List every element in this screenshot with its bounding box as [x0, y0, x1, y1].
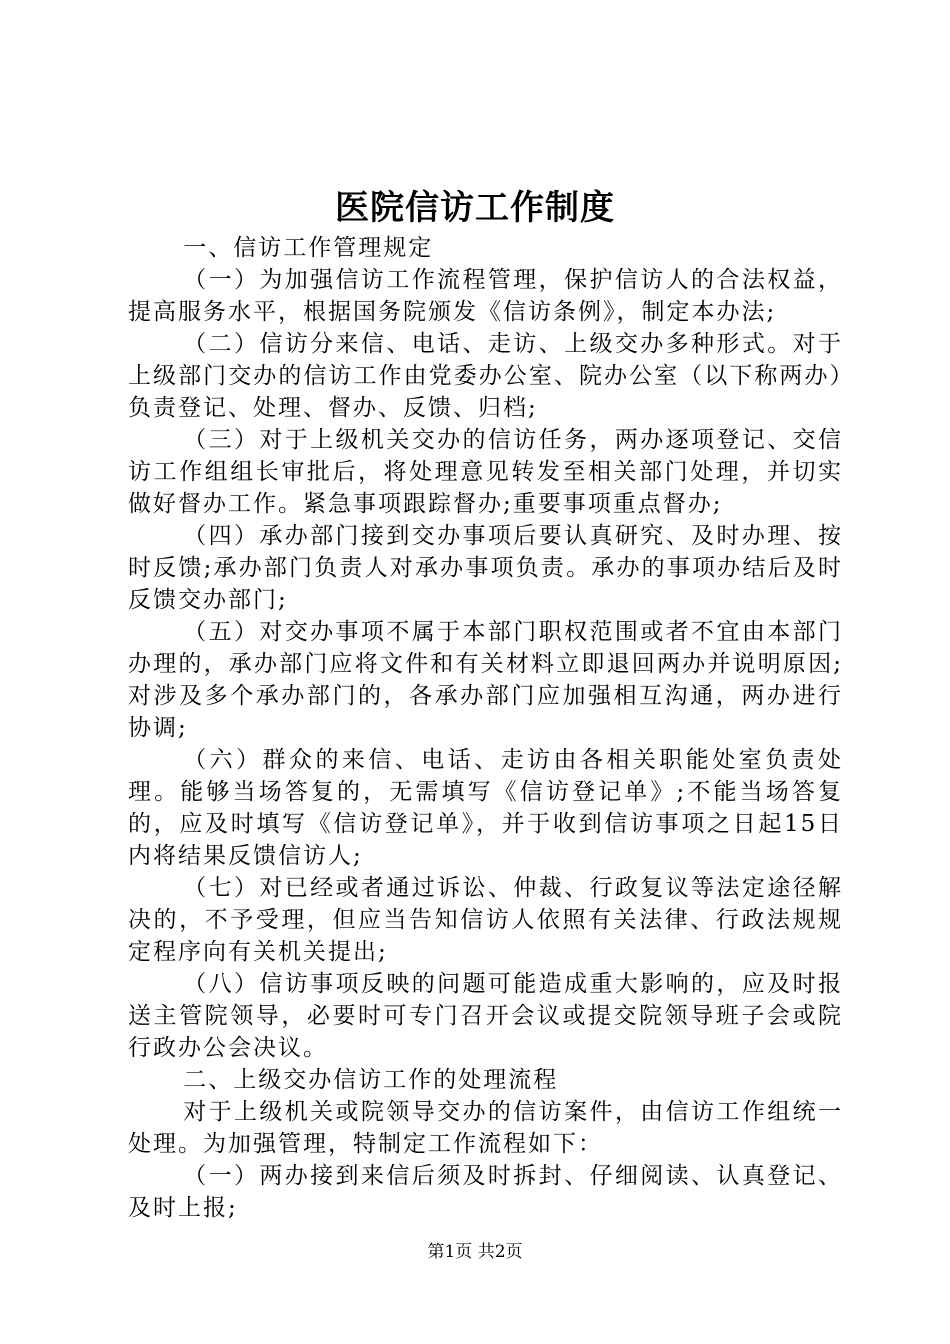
section-heading-1: 一、信访工作管理规定	[183, 235, 434, 261]
paragraph-9: 对于上级机关或院领导交办的信访案件，由信访工作组统一处理。为加强管理，特制定工作流程如下：	[128, 1099, 843, 1157]
paragraph-2: （二）信访分来信、电话、走访、上级交办多种形式。对于上级部门交办的信访工作由党委办公室、院办公室（以下称两办）负责登记、处理、督办、反馈、归档;	[128, 331, 843, 421]
paragraph-10: （一）两办接到来信后须及时拆封、仔细阅读、认真登记、及时上报;	[128, 1163, 843, 1221]
paragraph-7: （七）对已经或者通过诉讼、仲裁、行政复议等法定途径解决的，不予受理，但应当告知信访人依照有关法律、行政法规规定程序向有关机关提出;	[128, 875, 843, 965]
paragraph-3: （三）对于上级机关交办的信访任务，两办逐项登记、交信访工作组组长审批后，将处理意见转发至相关部门处理，并切实做好督办工作。紧急事项跟踪督办;重要事项重点督办;	[128, 427, 843, 517]
paragraph-8: （八）信访事项反映的问题可能造成重大影响的，应及时报送主管院领导，必要时可专门召开会议或提交院领导班子会或院行政办公会决议。	[128, 971, 843, 1061]
paragraph-5: （五）对交办事项不属于本部门职权范围或者不宜由本部门办理的，承办部门应将文件和有关材料立即退回两办并说明原因;对涉及多个承办部门的，各承办部门应加强相互沟通，两办进行协调;	[128, 619, 843, 741]
page-footer: 第1页 共2页	[427, 1242, 523, 1262]
paragraph-4: （四）承办部门接到交办事项后要认真研究、及时办理、按时反馈;承办部门负责人对承办事项负责。承办的事项办结后及时反馈交办部门;	[128, 523, 843, 613]
document-body	[128, 232, 843, 1224]
paragraph-1: （一）为加强信访工作流程管理，保护信访人的合法权益，提高服务水平，根据国务院颁发《信访条例》，制定本办法;	[128, 267, 843, 325]
paragraph-6: （六）群众的来信、电话、走访由各相关职能处室负责处理。能够当场答复的，无需填写《信访登记单》;不能当场答复的，应及时填写《信访登记单》，并于收到信访事项之日起15日内将结果反馈信访人;	[128, 747, 843, 869]
section-heading-2: 二、上级交办信访工作的处理流程	[183, 1067, 559, 1093]
document-title: 医院信访工作制度	[335, 188, 615, 228]
